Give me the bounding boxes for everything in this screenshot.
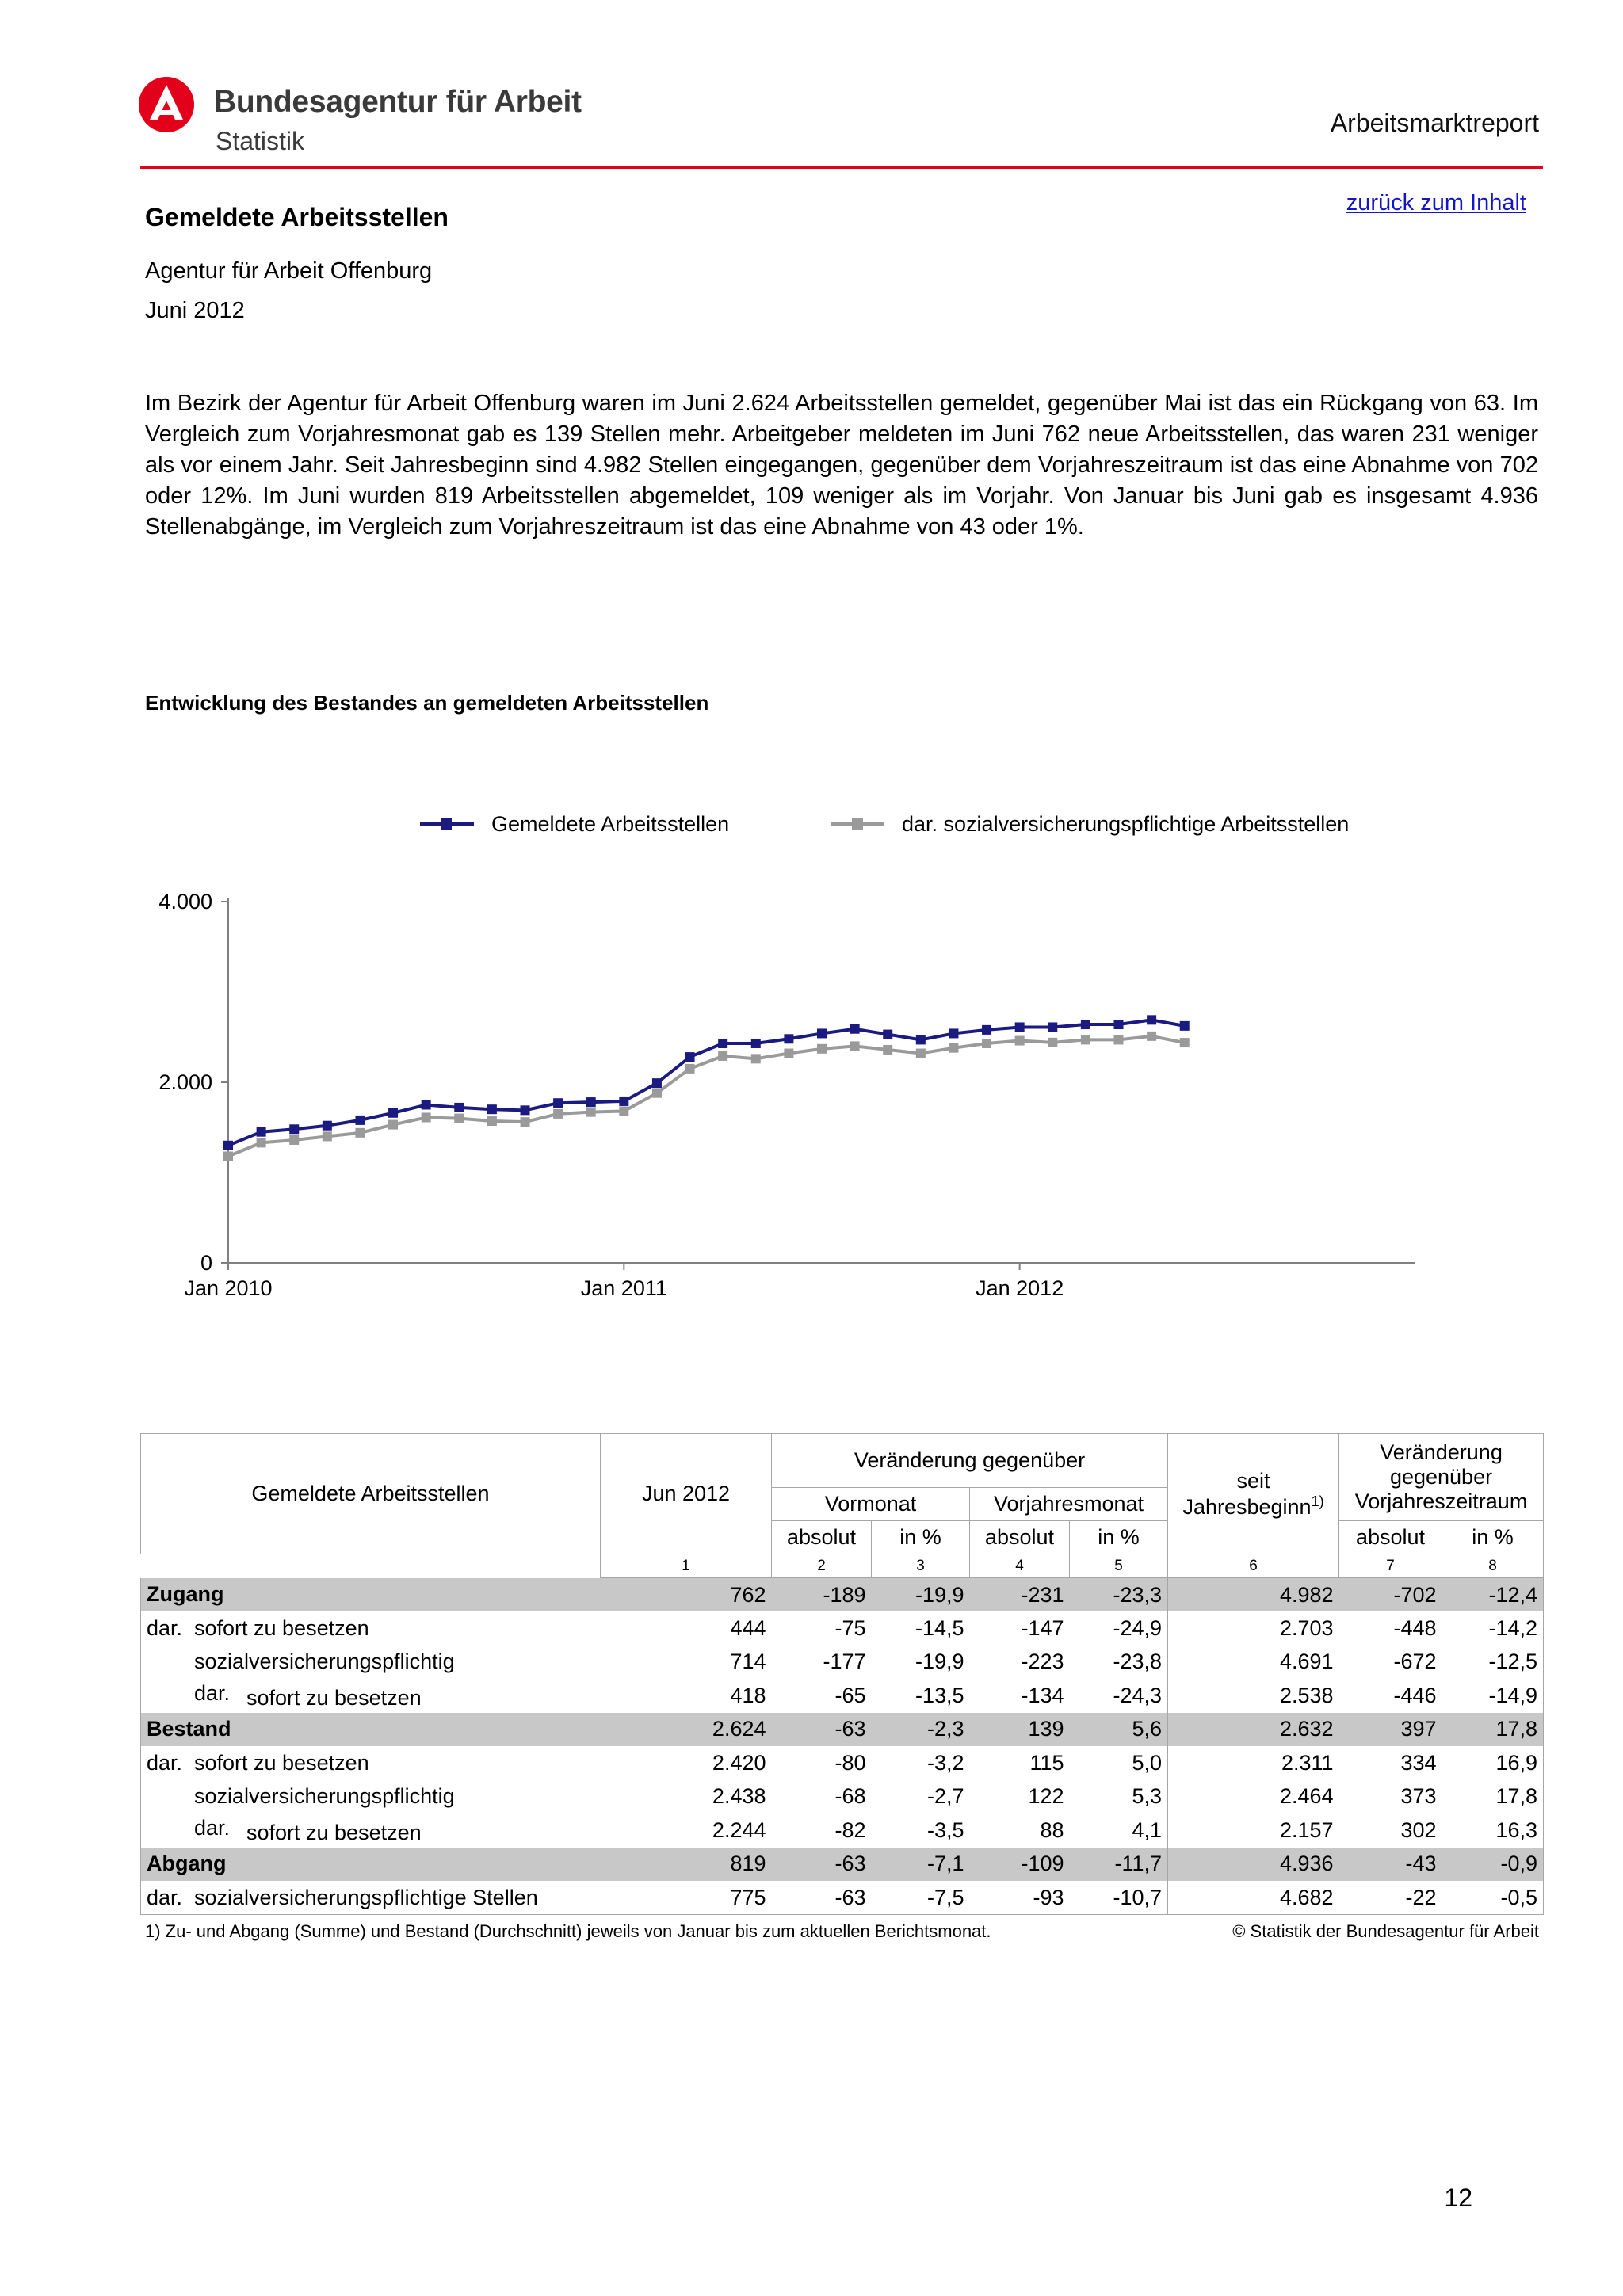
series-1-point [422,1112,431,1122]
table-cell: -2,3 [872,1713,970,1747]
table-cell: -448 [1393,1615,1437,1640]
series-1-point [883,1045,892,1055]
series-0-point [949,1028,958,1038]
table-cell: 2.244 [712,1817,766,1842]
series-0-point [388,1108,398,1118]
row-label-text: Abgang [147,1852,227,1876]
table-cell: 5,0 [1132,1750,1163,1775]
org-name: Bundesagentur für Arbeit [214,85,582,119]
series-1-point [817,1044,827,1054]
table-cell: 16,9 [1442,1746,1544,1780]
series-1-point [586,1108,596,1117]
series-1-point [751,1054,761,1063]
table-row [141,1848,1544,1882]
summary-paragraph: Im Bezirk der Agentur für Arbeit Offenburg waren im Juni 2.624 Arbeitsstellen gemeldet, gegenüber Mai ist das ein Rückgang von 63. Im Vergleich zum Vorjahresmonat gab es 139 Stellen mehr. Arbeitgeber meldeten im Juni 762 neue Arbeitsstellen, das waren 231 weniger als vor einem Jahr. Seit Jahresbeginn sind 4.982 Stellen eingegangen, gegenüber dem Vorjahreszeitraum ist das eine Abnahme von 702 oder 12%. Im Juni wurden 819 Arbeitsstellen abgemeldet, 109 weniger als im Vorjahr. Von Januar bis Juni gab es insgesamt 4.936 Stellenabgänge, im Vergleich zum Vorjahreszeitraum ist das eine Abnahme von 43 oder 1%. [145,391,1538,540]
series-1-point [521,1117,530,1127]
table-cell: 334 [1400,1750,1437,1775]
series-0-point [1180,1021,1190,1031]
series-1-point [1147,1032,1156,1041]
row-label [141,1780,601,1814]
col-number: 1 [601,1554,772,1578]
header-pct: in % [872,1521,970,1554]
table-cell: 762 [601,1578,772,1612]
series-1-point [355,1128,365,1138]
series-1-point [289,1135,299,1145]
row-label-text: Bestand [147,1717,231,1741]
header-row-label: Gemeldete Arbeitsstellen [141,1434,601,1554]
col-number: 3 [872,1554,970,1578]
table-cell: 2.632 [1168,1713,1339,1747]
table-cell: 4.936 [1168,1848,1339,1882]
series-1-point [982,1039,991,1048]
org-subtitle: Statistik [216,127,305,155]
table-cell: -80 [834,1750,866,1775]
table-cell: -23,8 [1113,1650,1163,1674]
table-cell: -189 [772,1578,872,1612]
table-cell: 4.682 [1168,1881,1339,1915]
x-tick-label: Jan 2012 [976,1276,1064,1300]
table-cell: -147 [1021,1615,1064,1640]
table-cell: -672 [1393,1650,1437,1674]
table-cell: 17,8 [1442,1780,1544,1814]
series-0-point [718,1039,727,1048]
y-tick-label: 2.000 [158,1070,212,1094]
table-cell: 122 [1028,1784,1064,1809]
row-prefix: dar. [194,1680,231,1705]
series-0-point [257,1127,266,1137]
header-num-empty [141,1554,601,1578]
table-row [141,1646,1544,1680]
table-row [141,1814,1544,1848]
series-1-point [1048,1038,1057,1047]
table-row [141,1780,1544,1814]
series-0-point [521,1105,530,1115]
row-label [141,1848,601,1882]
row-prefix: dar. [194,1815,231,1840]
table-row [141,1713,1544,1747]
table-cell: -134 [1021,1683,1064,1707]
series-1-point [685,1064,695,1074]
row-label [141,1578,601,1612]
header-since-start-line1: seit [1236,1468,1270,1493]
series-0-point [1081,1020,1090,1029]
table-cell: -24,9 [1113,1615,1163,1640]
col-number: 7 [1339,1554,1442,1578]
header-since-start [1168,1434,1339,1554]
header-pct: in % [1442,1521,1544,1554]
page-number: 12 [1444,2183,1472,2212]
row-label-text: sozialversicherungspflichtig [194,1650,455,1674]
table-cell: -3,5 [926,1817,964,1842]
col-number: 6 [1168,1554,1339,1578]
row-label-text: sofort zu besetzen [194,1615,369,1640]
legend-label-gemeldete: Gemeldete Arbeitsstellen [491,812,730,836]
footnote-mark: 1) [1311,1493,1324,1509]
series-0-point [1048,1022,1057,1032]
table-cell: -14,5 [915,1615,964,1640]
table-cell: 2.157 [1168,1814,1339,1848]
table-cell: -0,9 [1442,1848,1544,1882]
table-row [141,1746,1544,1780]
series-1-point [949,1043,958,1053]
table-cell: 819 [601,1848,772,1882]
table-cell: -43 [1339,1848,1442,1882]
table-cell: 4.691 [1168,1646,1339,1680]
col-number: 2 [772,1554,872,1578]
series-1-point [718,1051,727,1061]
table-cell: -75 [834,1615,866,1640]
series-1-point [454,1114,464,1123]
table-cell: -23,3 [1070,1578,1168,1612]
table-cell: -22 [1339,1881,1442,1915]
table-cell: 2.464 [1168,1780,1339,1814]
header-change-prev-period-line2: gegenüber [1389,1465,1493,1489]
series-1-point [1180,1038,1190,1047]
table-cell: -231 [970,1578,1070,1612]
series-line-1 [228,1036,1185,1157]
header-prev-month: Vormonat [772,1488,970,1521]
chart-legend [420,812,1349,836]
row-label-text: sozialversicherungspflichtige Stellen [194,1885,538,1909]
series-0-point [355,1116,365,1125]
table-cell: 5,6 [1070,1713,1168,1747]
table-cell: -14,9 [1442,1679,1544,1713]
table-cell: 5,3 [1132,1784,1163,1809]
table-cell: -19,9 [915,1650,964,1674]
table-row [141,1679,1544,1713]
header-period: Jun 2012 [601,1434,772,1554]
series-0-point [883,1030,892,1039]
section-title: Gemeldete Arbeitsstellen [145,203,449,231]
table-cell: 16,3 [1442,1814,1544,1848]
table-cell: -11,7 [1070,1848,1168,1882]
row-label [141,1646,601,1680]
series-0-point [751,1039,761,1048]
legend-marker-svpflichtig [852,818,863,830]
series-0-point [817,1028,827,1038]
table-cell: -12,4 [1442,1578,1544,1612]
table-cell: 17,8 [1442,1713,1544,1747]
series-1-point [1081,1035,1090,1044]
series-0-point [553,1098,563,1108]
series-1-point [223,1151,233,1161]
table-cell: -19,9 [872,1578,970,1612]
series-0-point [422,1100,431,1110]
series-1-point [1015,1036,1025,1046]
table-cell: 2.624 [601,1713,772,1747]
table-cell: 139 [970,1713,1070,1747]
table-cell: -7,5 [872,1881,970,1915]
row-label [141,1814,601,1848]
x-tick-label: Jan 2011 [580,1276,667,1300]
header-abs: absolut [1339,1521,1442,1554]
series-0-point [982,1025,991,1035]
table-cell: -7,1 [872,1848,970,1882]
series-1-point [257,1138,266,1147]
table-cell: -702 [1339,1578,1442,1612]
table-cell: -63 [772,1713,872,1747]
table-cell: -68 [834,1784,866,1809]
table-cell: -12,5 [1442,1646,1544,1680]
table-cell: -223 [1021,1650,1064,1674]
table-footnote: 1) Zu- und Abgang (Summe) und Bestand (Durchschnitt) jeweils von Januar bis zum aktuellen Berichtsmonat. [145,1921,991,1941]
table-cell: 373 [1400,1784,1437,1809]
table-row [141,1881,1544,1915]
table-cell: -13,5 [915,1683,964,1707]
row-label-text: sofort zu besetzen [246,1820,422,1844]
table-cell: 397 [1339,1713,1442,1747]
header-pct: in % [1070,1521,1168,1554]
series-0-point [784,1034,793,1043]
table-cell: -177 [823,1650,866,1674]
header-change-prev-period-line1: Veränderung [1380,1440,1503,1464]
series-0-point [289,1124,299,1134]
row-label-text: sofort zu besetzen [194,1750,369,1775]
y-tick-label: 0 [200,1251,212,1275]
table-row [141,1611,1544,1646]
table-cell: -446 [1393,1683,1437,1707]
series-0-point [1147,1015,1156,1024]
series-1-point [784,1049,793,1058]
header-prev-year-month: Vorjahresmonat [970,1488,1168,1521]
series-0-point [652,1078,662,1088]
header-since-start-line2: Jahresbeginn [1182,1494,1312,1519]
copyright-note: © Statistik der Bundesagentur für Arbeit [1232,1921,1539,1941]
series-0-point [586,1097,596,1107]
table-cell: 2.703 [1168,1611,1339,1646]
row-prefix: dar. [147,1885,183,1909]
legend-marker-gemeldete [441,818,452,830]
table-cell: 2.420 [712,1750,766,1775]
row-label-text: Zugang [147,1582,224,1607]
table-cell: 4.982 [1168,1578,1339,1612]
back-to-contents-link[interactable]: zurück zum Inhalt [1346,190,1526,215]
row-label [141,1713,601,1747]
row-label [141,1881,601,1915]
series-1-point [388,1120,398,1130]
report-title: Arbeitsmarktreport [1330,109,1539,137]
series-0-point [223,1141,233,1150]
table-cell: 4,1 [1132,1817,1163,1842]
header-change-prev-period [1339,1434,1544,1521]
series-0-point [323,1121,332,1131]
stats-table [140,1433,1544,1915]
y-tick-label: 4.000 [158,890,212,913]
row-prefix: dar. [147,1615,183,1640]
table-cell: 302 [1400,1817,1437,1842]
col-number: 5 [1070,1554,1168,1578]
x-tick-label: Jan 2010 [184,1276,273,1300]
table-cell: -63 [772,1881,872,1915]
table-cell: 2.438 [712,1784,766,1809]
series-0-point [1114,1020,1124,1029]
table-cell: 115 [1029,1750,1064,1775]
table-cell: -0,5 [1442,1881,1544,1915]
table-cell: -2,7 [926,1784,964,1809]
series-0-point [1015,1022,1025,1032]
series-0-point [685,1052,695,1062]
row-label-text: sofort zu besetzen [246,1685,422,1710]
table-cell: 444 [730,1615,766,1640]
series-0-point [454,1103,464,1112]
table-cell: 2.538 [1168,1679,1339,1713]
table-cell: 88 [1040,1817,1064,1842]
row-label-text: sozialversicherungspflichtig [194,1784,455,1809]
row-label [141,1611,601,1646]
report-month: Juni 2012 [145,298,245,323]
table-cell: 2.311 [1168,1746,1339,1780]
table-cell: 775 [601,1881,772,1915]
row-prefix: dar. [147,1750,183,1775]
table-cell: 418 [730,1683,766,1707]
table-cell: -82 [834,1817,866,1842]
table-cell: -63 [772,1848,872,1882]
series-1-point [1114,1035,1124,1044]
legend-label-svpflichtig: dar. sozialversicherungspflichtige Arbeitsstellen [902,812,1350,836]
series-1-point [619,1106,628,1116]
header-abs: absolut [772,1521,872,1554]
table-cell: -93 [970,1881,1070,1915]
header-change-prev-period-line3: Vorjahreszeitraum [1354,1489,1528,1513]
series-0-point [916,1035,926,1044]
col-number: 8 [1442,1554,1544,1578]
agency-name: Agentur für Arbeit Offenburg [145,258,433,284]
row-label [141,1679,601,1713]
series-1-point [916,1049,926,1058]
table-cell: -24,3 [1113,1683,1163,1707]
series-1-point [850,1041,860,1051]
series-line-0 [228,1020,1185,1145]
series-0-point [850,1024,860,1034]
series-1-point [487,1116,497,1126]
table-cell: -109 [970,1848,1070,1882]
col-number: 4 [970,1554,1070,1578]
series-1-point [323,1131,332,1141]
series-1-point [553,1109,563,1119]
series-1-point [652,1089,662,1098]
table-cell: -3,2 [926,1750,964,1775]
table-cell: 714 [730,1650,766,1674]
header-abs: absolut [970,1521,1070,1554]
table-cell: -14,2 [1442,1611,1544,1646]
table-cell: -65 [834,1683,866,1707]
table-row [141,1578,1544,1612]
series-0-point [487,1104,497,1114]
table-cell: -10,7 [1070,1881,1168,1915]
row-label [141,1746,601,1780]
chart-title: Entwicklung des Bestandes an gemeldeten Arbeitsstellen [145,691,709,715]
header-change-vs: Veränderung gegenüber [772,1434,1168,1488]
series-0-point [619,1097,628,1106]
